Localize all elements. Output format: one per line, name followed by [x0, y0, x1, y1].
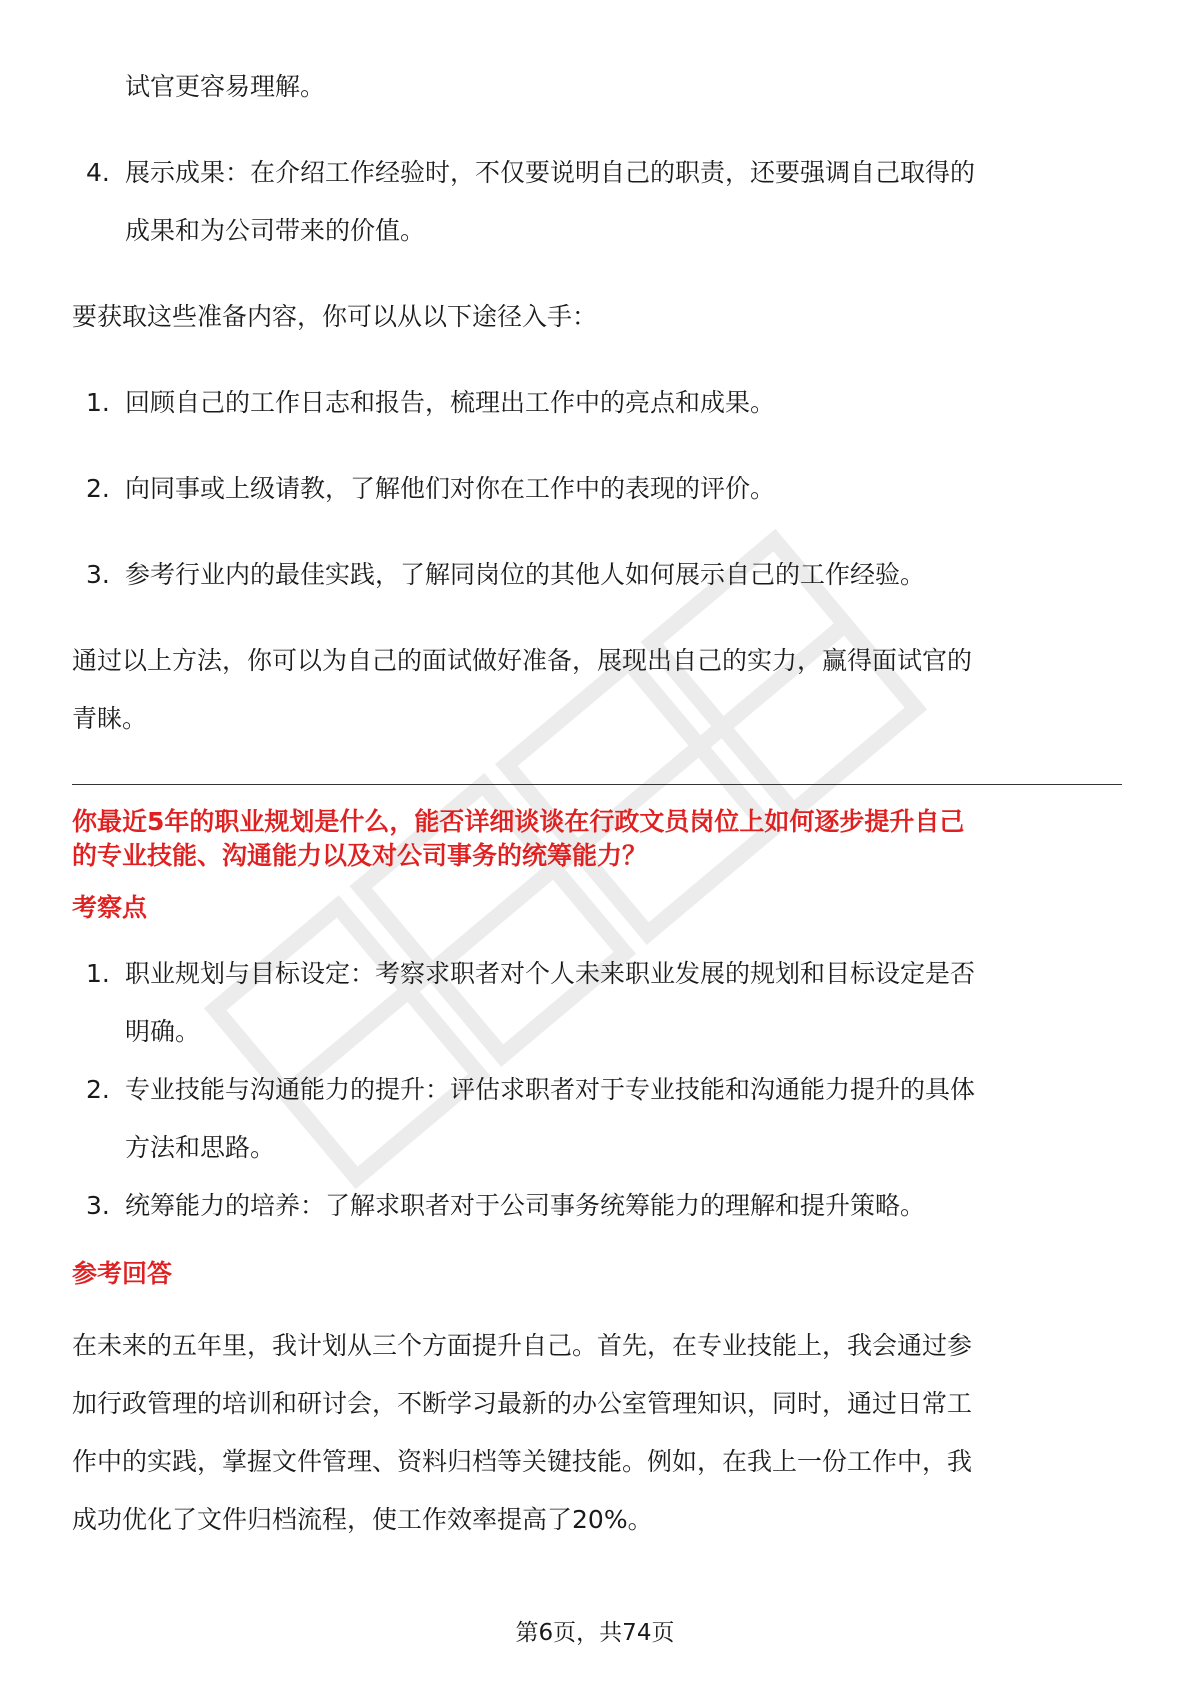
- exam-points-heading: 考察点: [72, 893, 148, 922]
- sources-list: [72, 374, 1122, 604]
- answer-line: 成功优化了文件归档流程，使工作效率提高了20%。: [72, 1505, 653, 1534]
- answer-heading: 参考回答: [72, 1259, 173, 1288]
- list-item: [72, 460, 1122, 518]
- question-line: 你最近5年的职业规划是什么，能否详细谈谈在行政文员岗位上如何逐步提升自己: [72, 807, 965, 836]
- list-item-text: 参考行业内的最佳实践，了解同岗位的其他人如何展示自己的工作经验。: [125, 560, 926, 589]
- list-item: [72, 144, 1122, 260]
- list-item-text: 专业技能与沟通能力的提升：评估求职者对于专业技能和沟通能力提升的具体: [125, 1075, 976, 1104]
- question-line: 的专业技能、沟通能力以及对公司事务的统筹能力？: [72, 841, 648, 870]
- list-item-text: 职业规划与目标设定：考察求职者对个人未来职业发展的规划和目标设定是否: [125, 959, 976, 988]
- list-number: 3.: [86, 560, 110, 589]
- list-number: 4.: [86, 158, 110, 187]
- list-number: 1.: [86, 959, 110, 988]
- list-number: 2.: [86, 1075, 110, 1104]
- answer-line: 加行政管理的培训和研讨会，不断学习最新的办公室管理知识，同时，通过日常工: [72, 1389, 973, 1418]
- list-item: [72, 374, 1122, 432]
- list-item-text: 向同事或上级请教，了解他们对你在工作中的表现的评价。: [125, 474, 776, 503]
- conclusion-line: 通过以上方法，你可以为自己的面试做好准备，展现出自己的实力，赢得面试官的: [72, 646, 973, 675]
- list-item-text-cont: 明确。: [125, 1017, 201, 1046]
- answer-line: 在未来的五年里，我计划从三个方面提升自己。首先，在专业技能上，我会通过参: [72, 1331, 973, 1360]
- conclusion-line: 青睐。: [72, 704, 148, 733]
- tips-list: [72, 144, 1122, 260]
- list-item: [72, 1061, 1122, 1177]
- content-area: [72, 58, 1122, 1549]
- list-item-text-cont: 成果和为公司带来的价值。: [125, 216, 426, 245]
- tips-list-continued: [72, 58, 1122, 116]
- sources-intro: 要获取这些准备内容，你可以从以下途径入手：: [72, 302, 598, 331]
- section-divider: [72, 784, 1122, 785]
- list-item-text: 展示成果：在介绍工作经验时，不仅要说明自己的职责，还要强调自己取得的: [125, 158, 976, 187]
- answer-paragraph: [72, 1317, 1122, 1549]
- exam-points-list: [72, 945, 1122, 1235]
- list-item-text: 统筹能力的培养：了解求职者对于公司事务统筹能力的理解和提升策略。: [125, 1191, 926, 1220]
- list-number: 3.: [86, 1191, 110, 1220]
- list-item: [72, 945, 1122, 1061]
- answer-line: 作中的实践，掌握文件管理、资料归档等关键技能。例如，在我上一份工作中，我: [72, 1447, 973, 1476]
- list-item-text-cont: 方法和思路。: [125, 1133, 276, 1162]
- list-number: 2.: [86, 474, 110, 503]
- interview-question: [72, 805, 1122, 873]
- list-item: [72, 58, 1122, 116]
- page-footer: 第6页，共74页: [515, 1620, 675, 1646]
- list-item-text: 回顾自己的工作日志和报告，梳理出工作中的亮点和成果。: [125, 388, 776, 417]
- list-item: [72, 546, 1122, 604]
- list-number: 1.: [86, 388, 110, 417]
- conclusion-paragraph: [72, 632, 1122, 748]
- list-item: [72, 1177, 1122, 1235]
- continuation-text: 试官更容易理解。: [125, 72, 326, 101]
